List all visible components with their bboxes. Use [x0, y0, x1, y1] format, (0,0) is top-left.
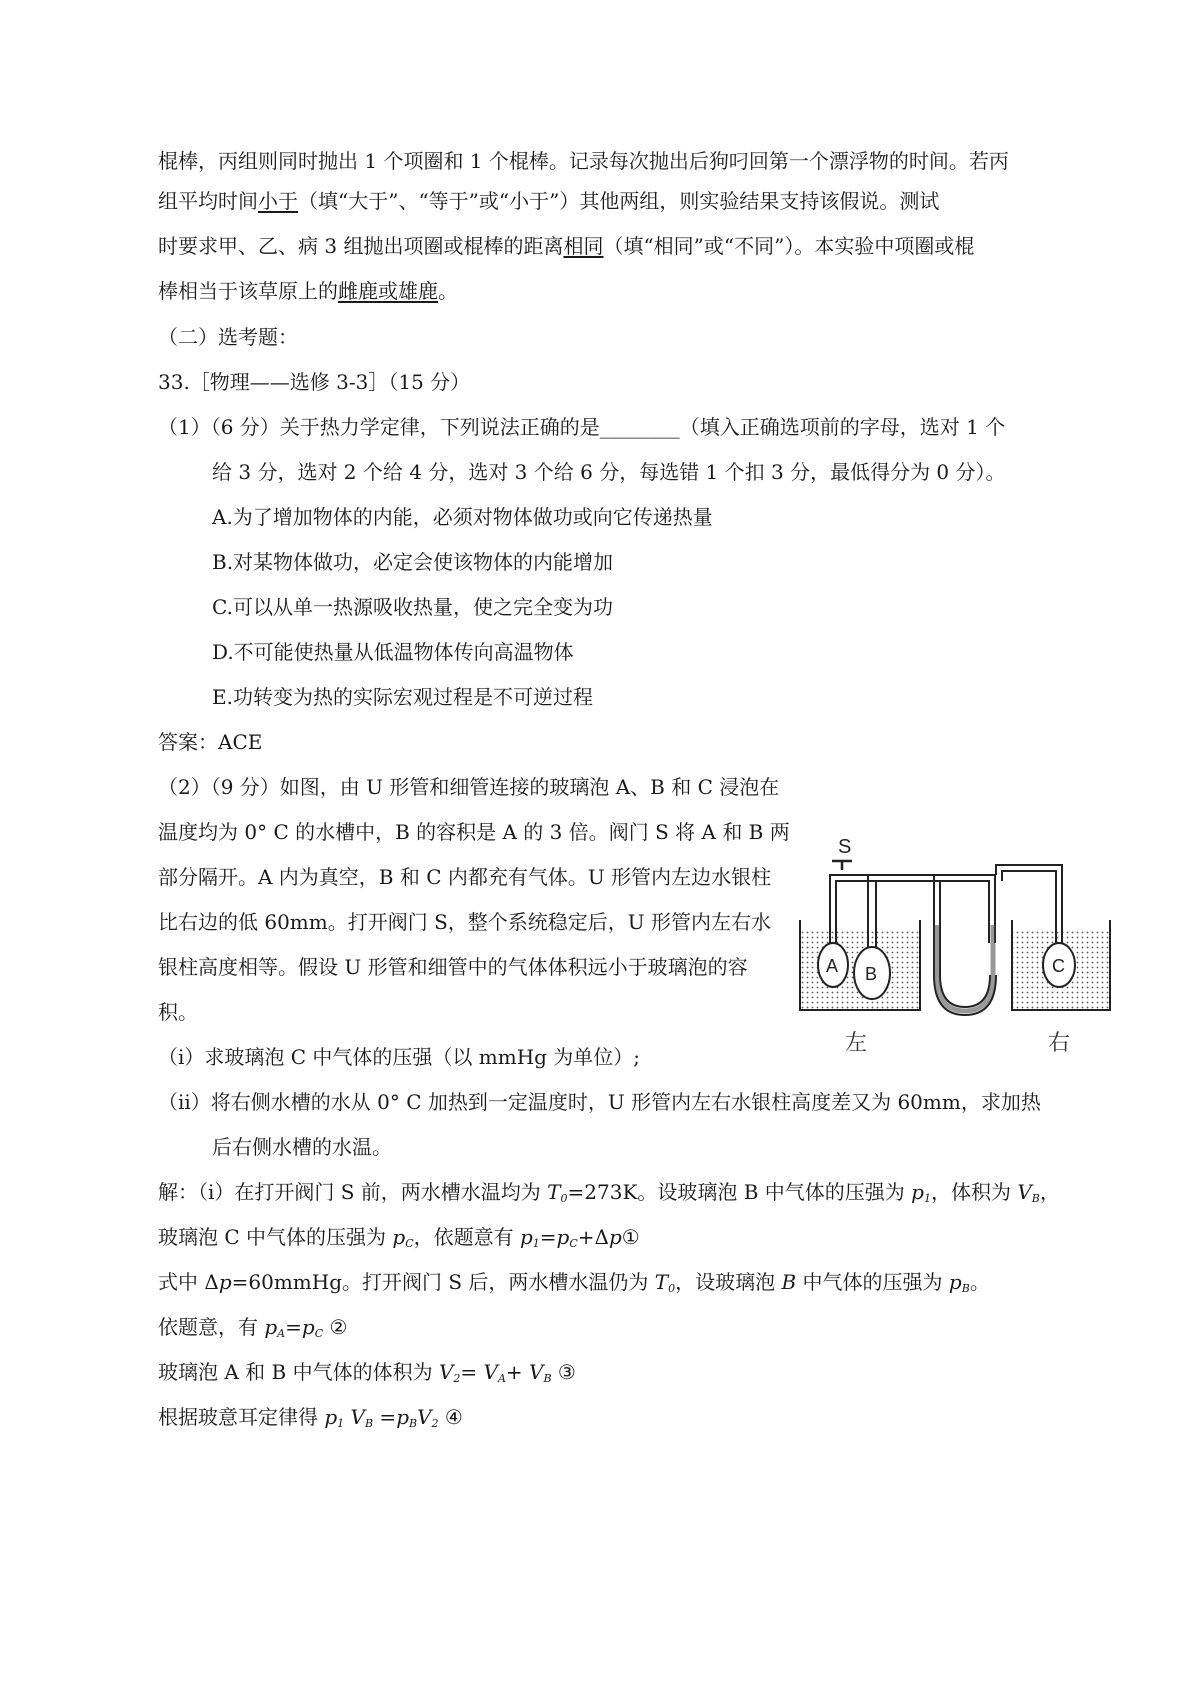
answer-line: 答案：ACE: [158, 730, 263, 754]
text-line: [158, 146, 1009, 176]
option-b: B.对某物体做功，必定会使该物体的内能增加: [212, 550, 614, 574]
text-span: 棒相当于该草原上的: [158, 279, 338, 303]
text-span: 依题意，有: [158, 1315, 265, 1339]
solution-line: [158, 1267, 990, 1304]
label-a: A: [826, 956, 839, 976]
part2-line: 比右边的低 60mm。打开阀门 S，整个系统稳定后，U 形管内左右水: [158, 910, 772, 934]
u-tube-inner: [940, 881, 990, 1007]
solution-line: 玻璃泡 C 中气体的压强为 $p_C$，依题意有 $p_1=p_C+\Delta p①$: [158, 1225, 640, 1250]
text-span: ，依题意有: [413, 1225, 520, 1249]
part2-line: 温度均为 0° C 的水槽中，B 的容积是 A 的 3 倍。阀门 S 将 A 和 B 两: [158, 820, 790, 844]
part2-line: 积。: [158, 1000, 198, 1024]
text-span: ①: [621, 1225, 640, 1249]
text-span: ④: [438, 1405, 463, 1429]
math: p: [218, 1270, 232, 1294]
solution-line: [158, 1312, 347, 1349]
text-span: 组平均时间: [158, 189, 258, 213]
solution-line: [158, 1177, 1060, 1214]
math: $T_0$: [654, 1270, 676, 1295]
answer-underline: 小于: [258, 189, 298, 213]
sub-question-ii-line2: 后右侧水槽的水温。: [212, 1135, 392, 1159]
u-tube-figure: [790, 835, 1120, 1065]
text-span: （填“大于”、“等于”或“小于”）其他两组，则实验结果支持该假说。测试: [298, 189, 940, 213]
sub-question-ii-line1: （ii）将右侧水槽的水从 0° C 加热到一定温度时，U 形管内左右水银柱高度差又为 60mm，求加热: [158, 1090, 1041, 1114]
math: $T_0$: [547, 1180, 568, 1205]
text-span: 式中 Δ: [158, 1270, 219, 1294]
math: $p_B$: [948, 1270, 970, 1295]
part2-line: 银柱高度相等。假设 U 形管和细管中的气体体积远小于玻璃泡的容: [158, 955, 748, 979]
option-d: D.不可能使热量从低温物体传向高温物体: [212, 640, 574, 664]
math: $p_1=p_C+$: [519, 1225, 595, 1250]
text-span: 。: [438, 279, 458, 303]
text-span: 时要求甲、乙、病 3 组抛出项圈或棍棒的距离: [158, 234, 564, 258]
math: $V_2= V_A+ V_B$: [438, 1360, 552, 1385]
question-title: 33.［物理——选修 3-3］（15 分）: [158, 370, 471, 394]
math: B: [781, 1270, 797, 1294]
solution-line: [158, 1402, 463, 1439]
math: $p_A=p_C$: [264, 1315, 324, 1340]
text-span: 。: [969, 1270, 990, 1294]
text-span: ，设玻璃泡: [675, 1270, 782, 1294]
answer-underline: 雌鹿或雄鹿: [338, 279, 438, 303]
sub-question-i: （i）求玻璃泡 C 中气体的压强（以 mmHg 为单位）;: [158, 1045, 641, 1069]
answer-underline: 相同: [563, 234, 604, 258]
option-c: C.可以从单一热源吸收热量，使之完全变为功: [212, 595, 613, 619]
text-span: 玻璃泡 A 和 B 中气体的体积为: [158, 1360, 439, 1384]
text-line: [158, 276, 458, 306]
math: p: [608, 1225, 622, 1249]
text-span: =273K。设玻璃泡 B 中气体的压强为: [567, 1180, 912, 1204]
text-span: ，体积为: [930, 1180, 1018, 1204]
part2-line: 部分隔开。A 内为真空，B 和 C 内都充有气体。U 形管内左边水银柱: [158, 865, 772, 889]
label-s: S: [838, 836, 852, 858]
text-span: 中气体的压强为: [796, 1270, 949, 1294]
label-c: C: [1052, 956, 1065, 976]
option-a: A.为了增加物体的内能，必须对物体做功或向它传递热量: [212, 505, 713, 529]
question-part1-line2: 给 3 分，选对 2 个给 4 分，选对 3 个给 6 分，每选错 1 个扣 3 分，最低得分为 0 分）。: [212, 460, 1006, 484]
part2-line: （2）（9 分）如图，由 U 形管和细管连接的玻璃泡 A、B 和 C 浸泡在: [158, 775, 780, 799]
math: $p_1$: [911, 1180, 931, 1205]
text-span: ③: [551, 1360, 576, 1384]
section-heading: （二）选考题：: [158, 325, 298, 349]
text-span: 解：（i）在打开阀门 S 前，两水槽水温均为: [158, 1180, 548, 1204]
math: $p_C$: [392, 1225, 414, 1250]
text-span: 棍棒，丙组则同时抛出 1 个项圈和 1 个棍棒。记录每次抛出后狗叼回第一个漂浮物的时间。若丙: [158, 149, 1009, 173]
math: $p_1$ $V_B =p_BV_2$: [324, 1405, 439, 1430]
label-left: 左: [845, 1031, 868, 1056]
label-right: 右: [1048, 1031, 1071, 1056]
text-line: [158, 186, 939, 216]
math: $V_B$: [1017, 1180, 1040, 1205]
text-span: 玻璃泡 C 中气体的压强为: [158, 1225, 393, 1249]
text-span: 根据玻意耳定律得: [158, 1405, 325, 1429]
solution-line: [158, 1357, 576, 1394]
option-e: E.功转变为热的实际宏观过程是不可逆过程: [212, 685, 593, 709]
question-part1-line1: （1）（6 分）关于热力学定律，下列说法正确的是________（填入正确选项前的字母，选对 1 个: [158, 415, 1006, 439]
text-span: ②: [323, 1315, 348, 1339]
text-span: （填“相同”或“不同”）。本实验中项圈或棍: [603, 234, 975, 258]
text-line: [158, 231, 974, 261]
text-span: =60mmHg。打开阀门 S 后，两水槽水温仍为: [231, 1270, 655, 1294]
label-b: B: [865, 964, 878, 984]
text-span: ，: [1039, 1180, 1060, 1204]
